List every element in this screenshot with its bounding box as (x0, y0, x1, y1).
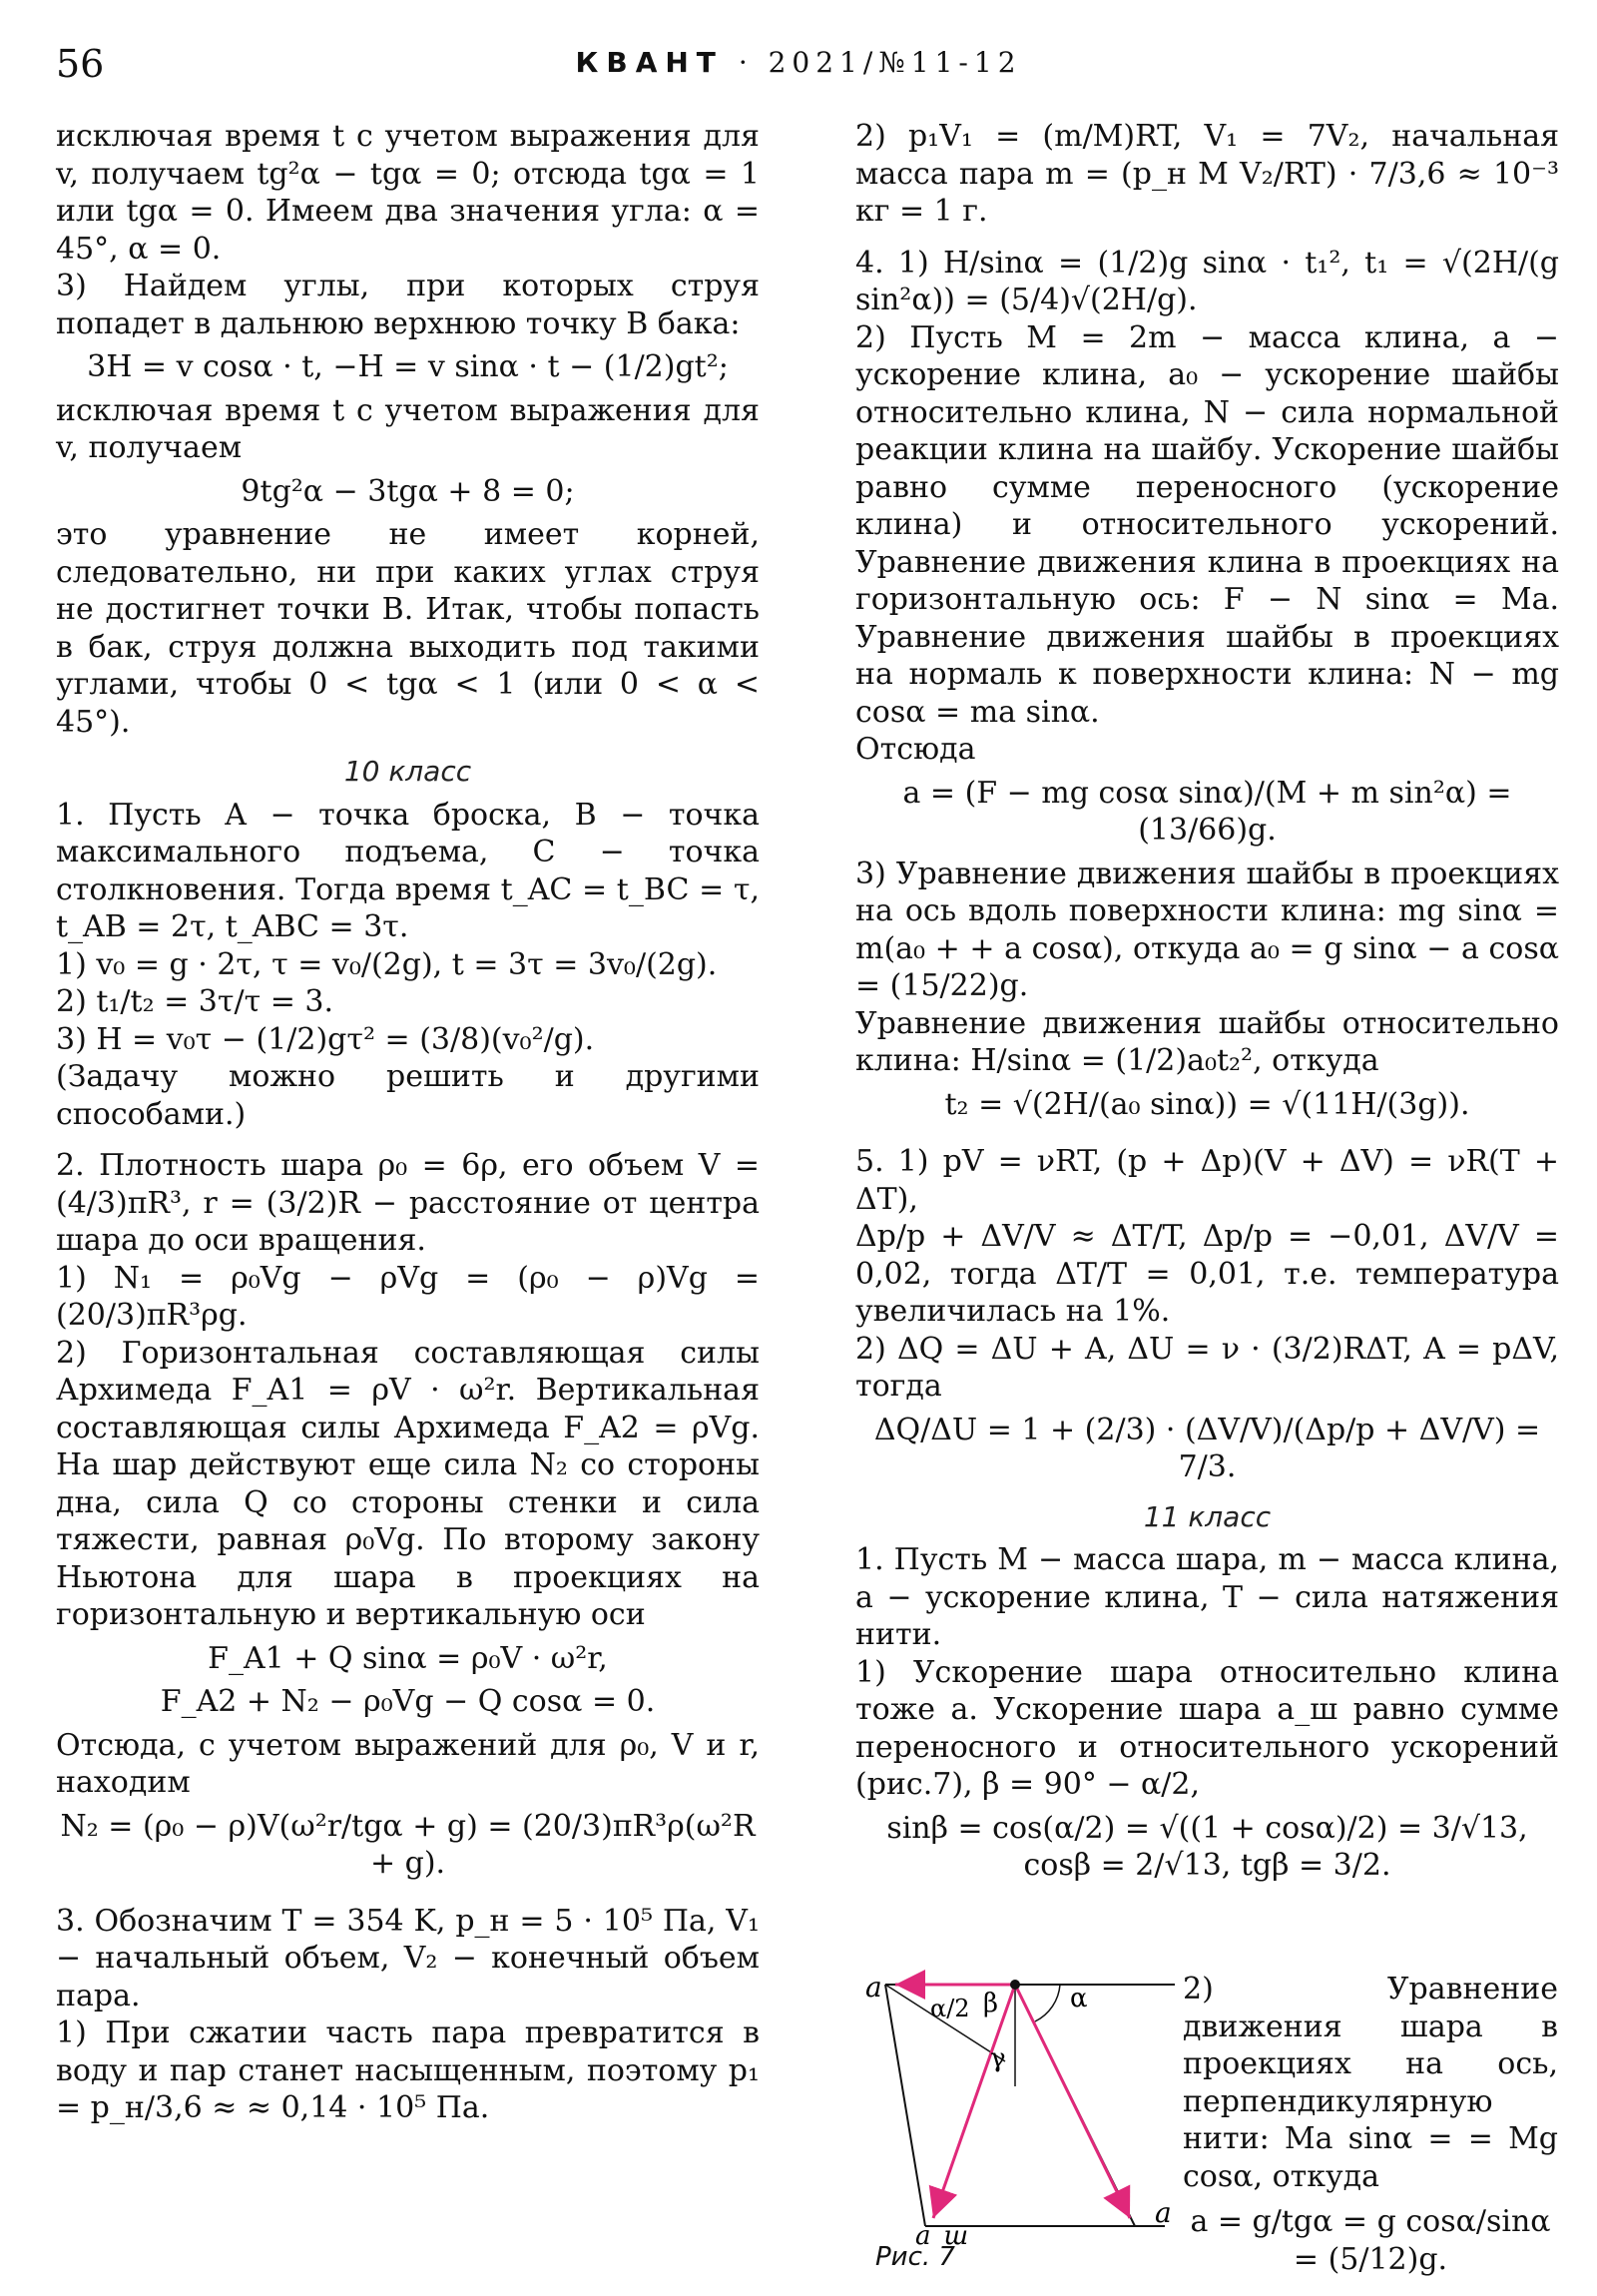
paragraph: 2) Уравнение движения шара в проекциях на ось, перпендикулярную нити: Ma sinα = = Mg cosα, откуда (1183, 1972, 1558, 2194)
angle-alpha-arc (1035, 1985, 1060, 2021)
formula-line: 3) H = v₀τ − (1/2)gτ² = (3/8)(v₀²/g). (56, 1021, 595, 1057)
paragraph: Δp/p + ΔV/V ≈ ΔT/T, Δp/p = −0,01, ΔV/V = 0,02, тогда ΔT/T = 0,01, т.е. температура увеличилась на 1%. (855, 1219, 1559, 1329)
paragraph: (Задачу можно решить и другими способами.) (56, 1059, 760, 1132)
left-column (56, 118, 760, 2127)
label-a-left: a (865, 1971, 882, 2004)
formula-line: 1) N₁ = ρ₀Vg − ρVg = (ρ₀ − ρ)Vg = (20/3)πR³ρg. (56, 1260, 760, 1333)
label-a-sh: a_ш (915, 2221, 969, 2246)
journal-issue: · 2021/№11-12 (738, 46, 1022, 79)
formula: ΔQ/ΔU = 1 + (2/3) · (ΔV/V)/(Δp/p + ΔV/V) = 7/3. (873, 1412, 1541, 1484)
formula: 3H = v cosα · t, −H = v sinα · t − (1/2)gt²; (87, 349, 729, 384)
figure-7 (855, 1957, 1185, 2276)
paragraph: 1. Пусть A − точка броска, B − точка максимального подъема, C − точка столкновения. Тогда время t_AC = t_BC = τ, t_AB = 2τ, t_ABC = 3τ. (56, 797, 760, 944)
paragraph: 2. Плотность шара ρ₀ = 6ρ, его объем V = (4/3)πR³, r = (3/2)R − расстояние от центра шара до оси вращения. (56, 1148, 760, 1258)
formula: sinβ = cos(α/2) = √((1 + cosα)/2) = 3/√13, cosβ = 2/√13, tgβ = 3/2. (886, 1810, 1528, 1883)
paragraph: 1) При сжатии часть пара превратится в воду и пар станет насыщенным, поэтому p₁ = p_н/3,6 ≈ ≈ 0,14 · 10⁵ Па. (56, 2015, 760, 2125)
side-text (1183, 1971, 1558, 2278)
formula-line: 2) t₁/t₂ = 3τ/τ = 3. (56, 984, 334, 1019)
formula: a = (F − mg cosα sinα)/(M + m sin²α) = (13/66)g. (902, 775, 1512, 848)
paragraph: Уравнение движения шайбы относительно клина: H/sinα = (1/2)a₀t₂², откуда (855, 1005, 1559, 1078)
label-a-right: a (1155, 2196, 1172, 2229)
paragraph: 1. Пусть M − масса шара, m − масса клина, a − ускорение клина, T − сила натяжения нити. (855, 1542, 1559, 1652)
vector-a-thread (1015, 1985, 1130, 2218)
paragraph: 3. Обозначим T = 354 K, p_н = 5 · 10⁵ Па, V₁ − начальный объем, V₂ − конечный объем пара. (56, 1903, 760, 2013)
paragraph: 4. 1) H/sinα = (1/2)g sinα · t₁², t₁ = √(2H/(g sin²α)) = (5/4)√(2H/g). (855, 245, 1559, 317)
label-alpha: α (1070, 1984, 1088, 2013)
label-gamma: γ (990, 2043, 1006, 2073)
formula: N₂ = (ρ₀ − ρ)V(ω²r/tgα + g) = (20/3)πR³ρ(ω²R + g). (60, 1808, 756, 1881)
suspension-point (1010, 1980, 1020, 1990)
paragraph: 5. 1) pV = νRT, (p + Δp)(V + ΔV) = νR(T + ΔT), (855, 1144, 1559, 1217)
label-alpha-half: α/2 (930, 1995, 970, 2022)
formula-line: 1) v₀ = g · 2τ, τ = v₀/(2g), t = 3τ = 3v₀/(2g). (56, 946, 718, 982)
paragraph: 2) ΔQ = ΔU + A, ΔU = ν · (3/2)RΔT, A = pΔV, тогда (855, 1331, 1559, 1404)
paragraph: это уравнение не имеет корней, следовательно, ни при каких углах струя не достигнет точки B. Итак, чтобы попасть в бак, струя должна выходить под такими углами, чтобы 0 < tgα < 1 (или 0 < α < 45°). (56, 517, 760, 740)
section-heading: 11 класс (1143, 1499, 1272, 1533)
wedge-left-edge (885, 1985, 925, 2226)
paragraph: 3) Найдем углы, при которых струя попадет в дальнюю верхнюю точку B бака: (56, 269, 760, 341)
paragraph: 2) Пусть M = 2m − масса клина, a − ускорение клина, a₀ − ускорение шайбы относительно клина, N − сила нормальной реакции клина на шайбу. Ускорение шайбы равно сумме переносного (ускорение клина) и относительного ускорений. Уравнение движения клина в проекциях на горизонтальную ось: F − N sinα = Ma. Уравнение движения шайбы в проекциях на нормаль к поверхности клина: N − mg cosα = ma sinα. (855, 319, 1559, 730)
paragraph: 1) Ускорение шара относительно клина тоже a. Ускорение шара a_ш равно сумме переносного и относительного ускорений (рис.7), β = 90° − α/2, (855, 1654, 1559, 1802)
paragraph: исключая время t с учетом выражения для v, получаем (56, 392, 760, 465)
formula: a = g/tgα = g cosα/sinα = (5/12)g. (1190, 2204, 1551, 2277)
page-number: 56 (56, 42, 105, 86)
formula: 9tg²α − 3tgα + 8 = 0; (241, 473, 575, 509)
running-header (0, 46, 1597, 79)
paragraph: 2) Горизонтальная составляющая силы Архимеда F_A1 = ρV · ω²r. Вертикальная составляющая силы Архимеда F_A2 = ρVg. На шар действуют еще сила N₂ со стороны дна, сила Q со стороны стенки и сила тяжести, равная ρ₀Vg. По второму закону Ньютона для шара в проекциях на горизонтальную и вертикальную оси (56, 1335, 760, 1632)
journal-title: КВАНТ (575, 46, 724, 79)
formula: t₂ = √(2H/(a₀ sinα)) = √(11H/(3g)). (944, 1086, 1470, 1122)
paragraph: 2) p₁V₁ = (m/M)RT, V₁ = 7V₂, начальная масса пара m = (p_н M V₂/RT) · 7/3,6 ≈ 10⁻³ кг = 1 г. (855, 119, 1559, 229)
figure-caption: Рис. 7 (875, 2242, 955, 2272)
paragraph: исключая время t с учетом выражения для v, получаем tg²α − tgα = 0; отсюда tgα = 1 или tgα = 0. Имеем два значения угла: α = 45°, α = 0. (56, 119, 760, 267)
paragraph: 3) Уравнение движения шайбы в проекциях на ось вдоль поверхности клина: mg sinα = m(a₀ + + a cosα), откуда a₀ = g sinα − a cosα = (15/22)g. (855, 856, 1559, 1003)
formula: F_A1 + Q sinα = ρ₀V · ω²r, (208, 1640, 608, 1676)
right-column (855, 118, 1559, 1891)
section-heading: 10 класс (343, 755, 472, 788)
paragraph: Отсюда (855, 732, 976, 767)
paragraph: Отсюда, с учетом выражений для ρ₀, V и r, находим (56, 1727, 760, 1800)
label-beta: β (983, 1989, 999, 2018)
formula: F_A2 + N₂ − ρ₀Vg − Q cosα = 0. (160, 1684, 656, 1719)
figure-7-diagram (855, 1957, 1185, 2246)
